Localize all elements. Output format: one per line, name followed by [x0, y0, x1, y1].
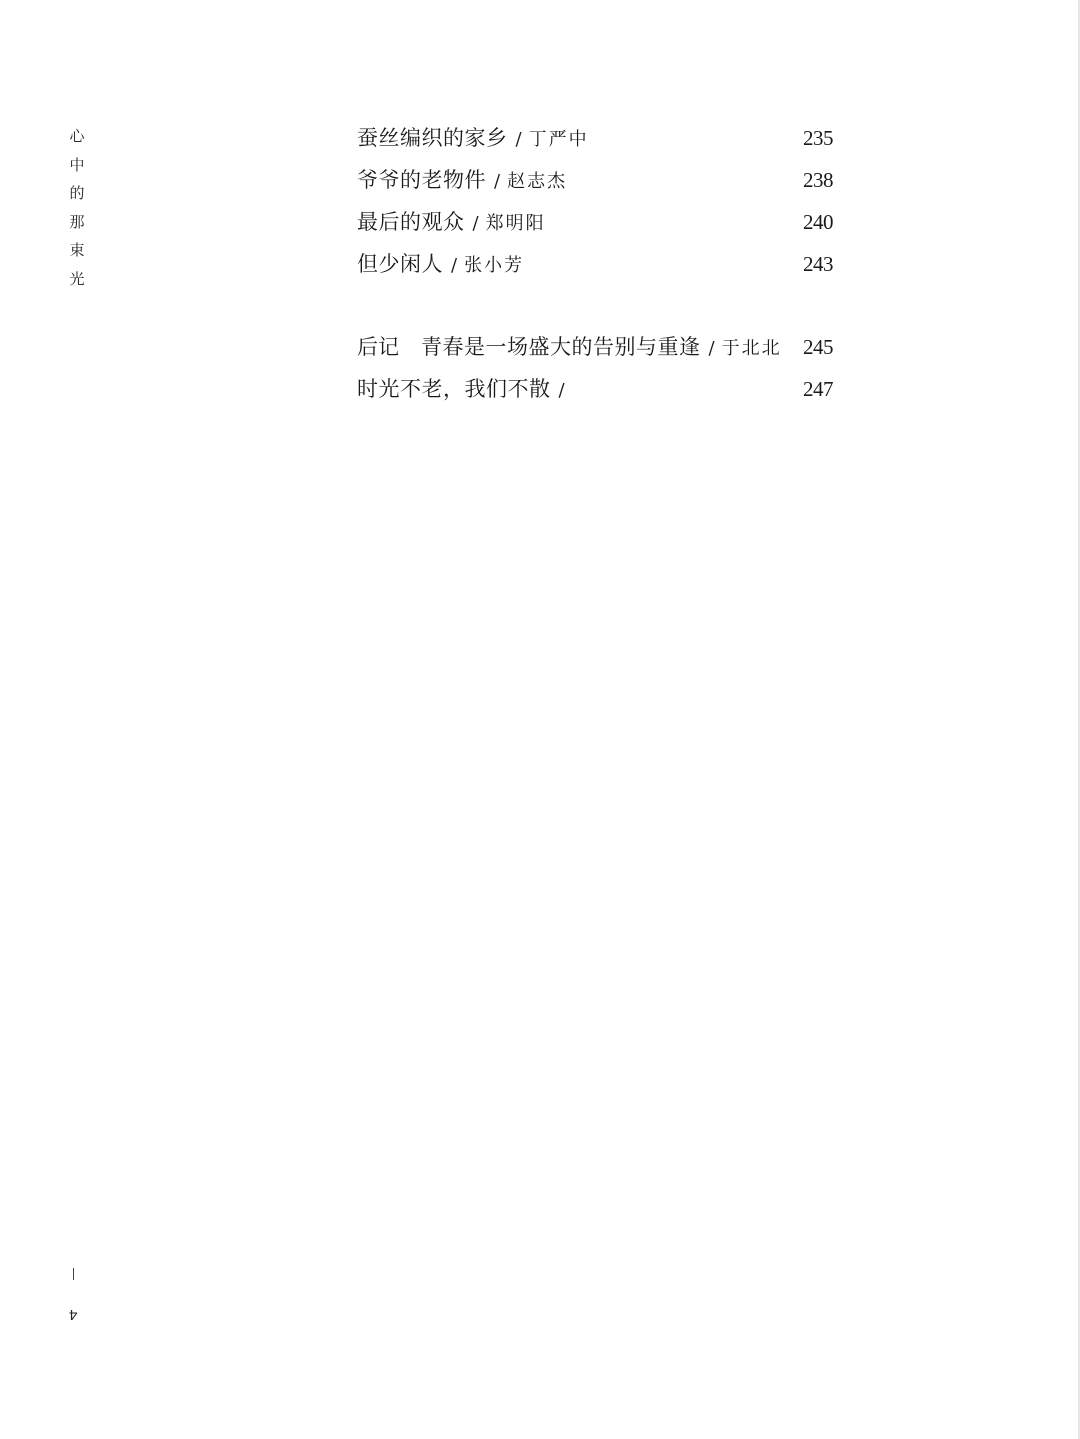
toc-entry-author: 张小芳 [464, 255, 525, 276]
toc-entry-page-number: 238 [803, 168, 833, 192]
toc-entry-separator: / [494, 171, 501, 192]
folio-page-number: 4 [68, 1306, 78, 1323]
folio-rule [73, 1268, 74, 1280]
toc-entry-text [357, 117, 589, 161]
toc-entry-separator: / [472, 213, 479, 234]
running-title-char: 束 [69, 241, 85, 260]
toc-entry-title: 爷爷的老物件 [357, 168, 486, 192]
toc-entry-page-number: 245 [803, 335, 833, 359]
toc-entry [357, 243, 833, 285]
toc-entry-separator: / [451, 255, 458, 276]
toc-entry-author: 于北北 [721, 338, 782, 359]
toc-entry [357, 159, 833, 201]
running-title-char: 的 [69, 184, 85, 203]
toc-entry-page-number: 240 [803, 210, 833, 234]
toc-entry-text [357, 159, 567, 203]
toc-entry-separator: / [558, 380, 565, 401]
toc-entry [357, 117, 833, 159]
table-of-contents [357, 117, 833, 410]
toc-entry-page-number: 243 [803, 252, 833, 276]
toc-entry-separator: / [708, 338, 715, 359]
toc-entry-separator: / [515, 129, 522, 150]
toc-afterword-entry [357, 326, 833, 368]
toc-entry-author: 丁严中 [528, 129, 589, 150]
toc-afterword-entry [357, 368, 833, 410]
toc-entry-title: 青春是一场盛大的告别与重逢 [421, 335, 701, 359]
toc-entry-text [357, 243, 524, 287]
running-title-vertical [66, 122, 88, 294]
folio [64, 1268, 82, 1323]
toc-entry-text [357, 368, 572, 412]
running-title-char: 中 [69, 155, 85, 174]
toc-entry-author: 赵志杰 [507, 171, 568, 192]
toc-entry-title: 时光不老，我们不散 [357, 377, 551, 401]
toc-entry-page-number: 235 [803, 126, 833, 150]
toc-entry-title: 蚕丝编织的家乡 [357, 126, 508, 150]
running-title-char: 心 [69, 127, 85, 145]
toc-entry [357, 201, 833, 243]
toc-entry-text [357, 201, 546, 245]
toc-entry-title: 但少闲人 [357, 252, 443, 276]
running-title-char: 那 [69, 212, 85, 231]
toc-entry-page-number: 247 [803, 377, 833, 401]
toc-afterword-label: 后记 [357, 335, 399, 359]
running-title-char: 光 [69, 269, 85, 288]
toc-entry-author: 郑明阳 [485, 213, 546, 234]
toc-entry-text [357, 326, 782, 370]
toc-entry-title: 最后的观众 [357, 210, 465, 234]
